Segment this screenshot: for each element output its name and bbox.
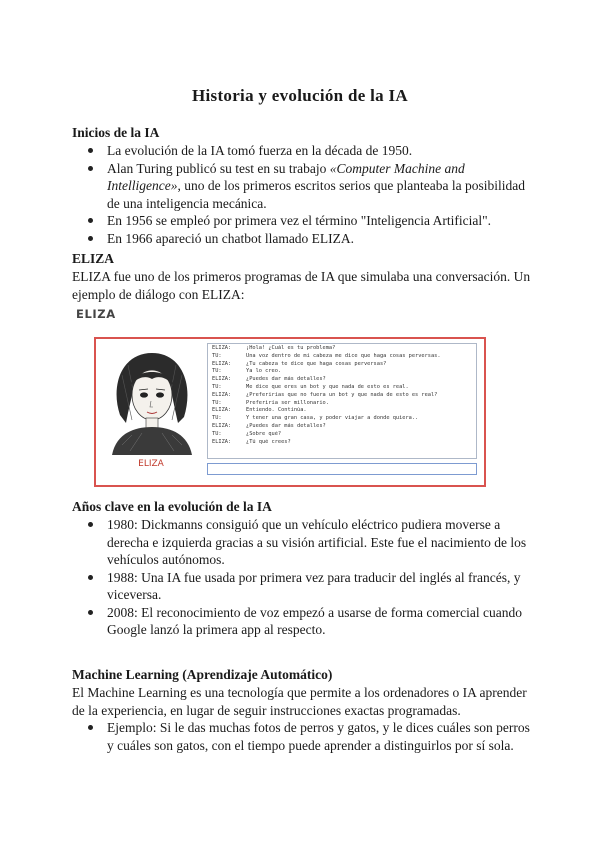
chat-line xyxy=(212,400,472,408)
chat-text: Me dice que eres un bot y que nada de esto es real. xyxy=(246,383,409,390)
eliza-frame xyxy=(94,337,486,487)
chat-line xyxy=(212,439,472,447)
chat-text: Preferiría ser millonario. xyxy=(246,399,329,406)
portrait-label: ELIZA xyxy=(138,459,164,469)
chat-line xyxy=(212,353,472,361)
list-item: 2008: El reconocimiento de voz empezó a usarse de forma comercial cuando Google lanzó la primera app al respecto. xyxy=(107,604,532,639)
chat-speaker: ELIZA: xyxy=(212,360,232,367)
chat-line xyxy=(212,431,472,439)
chat-text: Entiendo. Continúa. xyxy=(246,407,307,414)
bullet-list xyxy=(72,142,532,247)
chat-speaker: TÚ: xyxy=(212,383,222,390)
chat-text: Una voz dentro de mi cabeza me dice que haga cosas perversas. xyxy=(246,352,441,359)
chat-text: ¿Tú qué crees? xyxy=(246,438,291,445)
list-item: Ejemplo: Si le das muchas fotos de perros y gatos, y le dices cuáles son perros y cuáles son gatos, con el tiempo puede aprender a distinguirlos por sí sola. xyxy=(107,719,532,754)
chat-speaker: ELIZA: xyxy=(212,345,232,351)
chat-speaker: ELIZA: xyxy=(212,422,232,429)
section-anos-clave xyxy=(72,498,532,639)
bullet-list xyxy=(72,516,532,639)
chat-line xyxy=(212,384,472,392)
chat-text: Y tener una gran casa, y poder viajar a donde quiera.. xyxy=(246,415,419,422)
section-heading: ELIZA xyxy=(72,251,115,266)
chat-speaker: TÚ: xyxy=(212,352,222,359)
section-heading: Machine Learning (Aprendizaje Automático) xyxy=(72,667,333,682)
section-paragraph: El Machine Learning es una tecnología que permite a los ordenadores o IA aprender de la experiencia, en lugar de seguir instrucciones exactas programadas. xyxy=(72,685,527,718)
list-item xyxy=(107,160,532,213)
eliza-portrait-icon xyxy=(102,345,200,455)
chat-speaker: TÚ: xyxy=(212,399,222,406)
chat-line xyxy=(212,361,472,369)
list-item-text: Alan Turing publicó su test en su trabajo xyxy=(107,160,330,176)
section-heading: Años clave en la evolución de la IA xyxy=(72,499,272,514)
section-paragraph: ELIZA fue uno de los primeros programas de IA que simulaba una conversación. Un ejemplo de diálogo con ELIZA: xyxy=(72,269,531,302)
section-inicios xyxy=(72,124,532,247)
chat-text: ¡Hola! ¿Cuál es tu problema? xyxy=(246,345,336,351)
section-eliza xyxy=(72,250,532,303)
chat-line xyxy=(212,407,472,415)
chat-speaker: ELIZA: xyxy=(212,376,232,383)
eliza-logo: ELIZA xyxy=(76,307,116,321)
list-item: En 1956 se empleó por primera vez el término "Inteligencia Artificial". xyxy=(107,212,532,230)
chat-text: ¿Sobre qué? xyxy=(246,430,282,437)
chat-transcript xyxy=(207,343,477,459)
chat-line xyxy=(212,345,472,353)
chat-line xyxy=(212,423,472,431)
bullet-list xyxy=(72,719,532,754)
chat-line xyxy=(212,376,472,384)
list-item-text: , uno de los primeros escritos serios que planteaba la posibilidad de una inteligencia mecánica. xyxy=(107,178,526,211)
chat-speaker: TÚ: xyxy=(212,368,222,375)
section-machine-learning xyxy=(72,666,532,754)
chat-text: ¿Preferirías que no fuera un bot y que nada de esto es real? xyxy=(246,391,438,398)
chat-speaker: ELIZA: xyxy=(212,407,232,414)
section-heading: Inicios de la IA xyxy=(72,125,160,140)
chat-line xyxy=(212,392,472,400)
list-item: 1980: Dickmanns consiguió que un vehículo eléctrico pudiera moverse a derecha e izquierda gracias a su visión artificial. Este fue el nacimiento de los vehículos autónomos. xyxy=(107,516,532,569)
chat-input[interactable] xyxy=(207,463,477,475)
chat-speaker: ELIZA: xyxy=(212,391,232,398)
chat-line xyxy=(212,415,472,423)
list-item: En 1966 apareció un chatbot llamado ELIZA. xyxy=(107,230,532,248)
chat-text: ¿Puedes dar más detalles? xyxy=(246,422,326,429)
page-title: Historia y evolución de la IA xyxy=(191,86,408,105)
work-title: «Computer Machine and Intelligence» xyxy=(107,160,465,193)
list-item: 1988: Una IA fue usada por primera vez para traducir del inglés al francés, y viceversa. xyxy=(107,569,532,604)
chat-speaker: ELIZA: xyxy=(212,438,232,445)
chat-speaker: TÚ: xyxy=(212,415,222,422)
eliza-figure xyxy=(76,307,486,487)
chat-speaker: TÚ: xyxy=(212,430,222,437)
chat-line xyxy=(212,368,472,376)
chat-text: ¿Puedes dar más detalles? xyxy=(246,376,326,383)
chat-text: Ya lo creo. xyxy=(246,368,282,375)
list-item: La evolución de la IA tomó fuerza en la década de 1950. xyxy=(107,142,532,160)
chat-text: ¿Tu cabeza te dice que haga cosas perversas? xyxy=(246,360,387,367)
